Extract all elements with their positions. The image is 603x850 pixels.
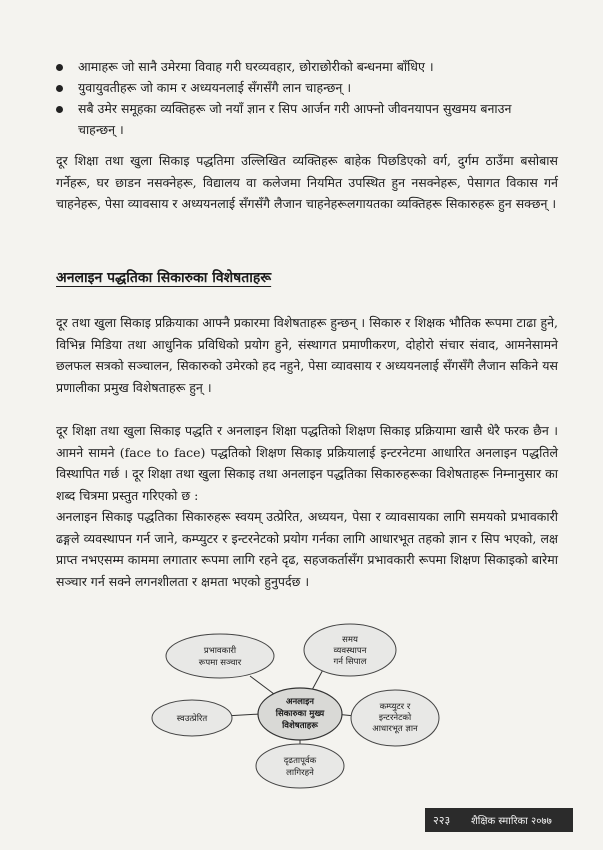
section-heading: अनलाइन पद्धतिका सिकारुका विशेषताहरू: [56, 270, 272, 286]
paragraph-online-learners: अनलाइन सिकाइ पद्धतिका सिकारुहरू स्वयम् उत्प्रेरित, अध्ययन, पेसा र व्यावसायका लागि समयको प्रभावकारी ढङ्गले व्यवस्थापन गर्न जाने, कम्प्युटर र इन्टरनेटको प्रयोग गर्नका लागि आधारभूत तहको ज्ञान र सिप भएको, लक्ष प्राप्त नभएसम्म काममा लगातार रूपमा लागि रहने दृढ, सहजकर्तासँग प्रभावकारी रूपमा शिक्षण सिकाइको बारेमा सञ्चार गर्न सक्ने लगनशीलता र क्षमता भएको हुनुपर्दछ ।: [56, 509, 558, 589]
diagram-node-bottom: [256, 744, 344, 788]
page-footer: [425, 808, 573, 832]
node-label: प्रभावकारी: [203, 646, 237, 656]
bullet-text: सबै उमेर समूहका व्यक्तिहरू जो नयाँ ज्ञान र सिप आर्जन गरी आफ्नो जीवनयापन सुखमय बनाउन चाहन्छन् ।: [78, 101, 512, 137]
node-label: लागिरहने: [286, 768, 314, 778]
node-label: रूपमा सञ्चार: [198, 658, 242, 668]
learner-characteristics-diagram: [150, 618, 440, 790]
diagram-node-center: [258, 688, 342, 740]
paragraph-features: दूर तथा खुला सिकाइ प्रक्रियाका आफ्नै प्रकारमा विशेषताहरू हुन्छन् । सिकारु र शिक्षक भौतिक रूपमा टाढा हुने, विभिन्न मिडिया तथा आधुनिक प्रविधिको प्रयोग हुने, संस्थागत प्रमाणीकरण, दोहोरो संचार संवाद, आमनेसामने छलफल सत्रको सञ्चालन, सिकारुको उमेरको हद नहुने, पेसा व्यावसाय र अध्ययनलाई सँगसँगै लैजान सकिने यस प्रणालीका प्रमुख विशेषताहरू हुन् ।: [56, 315, 558, 395]
diagram-node-right: [351, 690, 439, 746]
node-label: गर्न सिपाल: [333, 657, 367, 667]
node-label: अनलाइन: [285, 697, 315, 707]
list-item: [52, 77, 552, 98]
page-number: २२३: [433, 814, 451, 827]
bullet-icon: [56, 64, 63, 71]
bullet-text: आमाहरू जो सानै उमेरमा विवाह गरी घरव्यवहार, छोराछोरीको बन्धनमा बाँधिए ।: [78, 59, 434, 74]
bullet-text: युवायुवतीहरू जो काम र अध्ययनलाई सँगसँगै लान चाहन्छन् ।: [78, 80, 352, 95]
list-item: [52, 98, 552, 140]
node-label: स्वउत्प्रेरित: [176, 714, 208, 724]
paragraph-comparison: दूर शिक्षा तथा खुला सिकाइ पद्धति र अनलाइन शिक्षा पद्धतिको शिक्षण सिकाइ प्रक्रियामा खासै धेरै फरक छैन । आमने सामने (face to face) पद्धतिको शिक्षण सिकाइ प्रक्रियालाई इन्टरनेटमा आधारित अनलाइन पद्धतिले विस्थापित गर्छ । दूर शिक्षा तथा खुला सिकाइ तथा अनलाइन पद्धतिका सिकारुहरूका विशेषताहरू निम्नानुसार का शब्द चित्रमा प्रस्तुत गरिएको छ :: [56, 423, 558, 503]
bullet-icon: [56, 85, 63, 92]
node-label: आधारभूत ज्ञान: [372, 724, 418, 734]
diagram-node-left: [152, 700, 232, 736]
node-label: कम्प्युटर र: [379, 702, 411, 712]
diagram-node-top-right: [304, 624, 396, 676]
node-label: समय: [342, 635, 358, 645]
publication-label: शैक्षिक स्मारिका २०७७: [471, 816, 552, 827]
node-label: व्यवस्थापन: [333, 646, 367, 656]
bullet-list: [52, 56, 552, 140]
node-label: विशेषताहरू: [282, 721, 318, 731]
node-label: सिकारुका मुख्य: [275, 709, 325, 719]
bullet-icon: [56, 106, 63, 113]
paragraph-learners: दूर शिक्षा तथा खुला सिकाइ पद्धतिमा उल्लिखित व्यक्तिहरू बाहेक पिछडिएको वर्ग, दुर्गम ठाउँमा बसोबास गर्नेहरू, घर छाडन नसक्नेहरू, विद्यालय वा कलेजमा नियमित उपस्थित हुन नसक्नेहरू, पेसागत विकास गर्न चाहनेहरू, पेसा व्यावसाय र अध्ययनलाई सँगसँगै लैजान चाहनेहरूलगायतका व्यक्तिहरू सिकारुहरू हुन सक्छन् ।: [56, 153, 558, 211]
node-label: इन्टरनेटको: [378, 713, 412, 723]
node-label: दृढतापूर्वक: [283, 756, 317, 766]
diagram-node-top-left: [166, 634, 274, 678]
list-item: [52, 56, 552, 77]
